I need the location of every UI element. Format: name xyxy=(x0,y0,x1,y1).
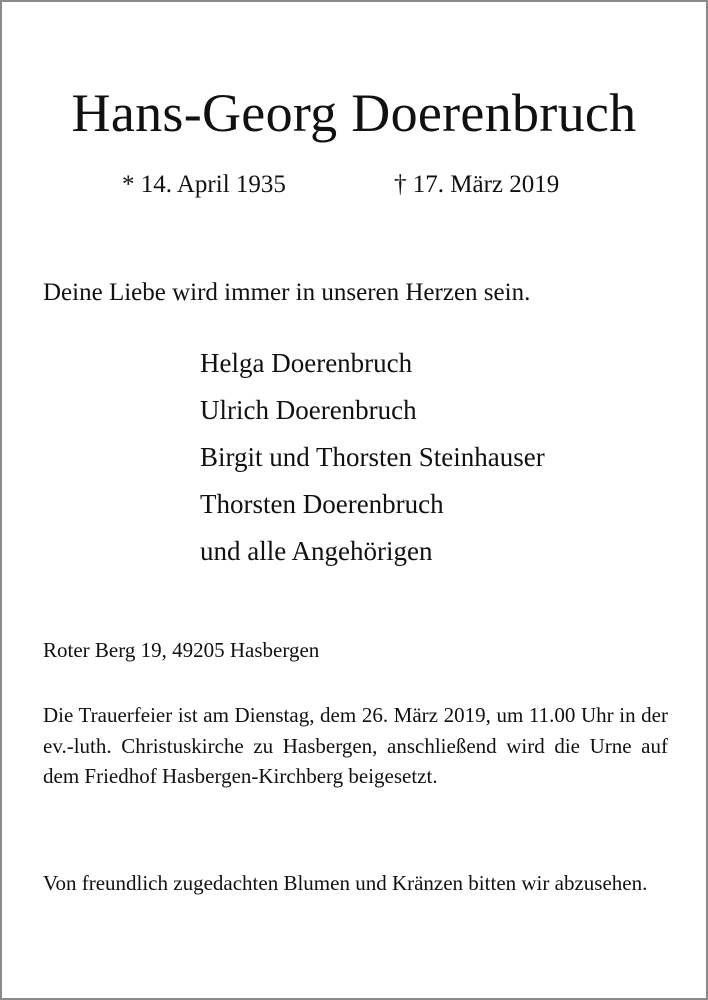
flowers-note: Von freundlich zugedachten Blumen und Kränzen bitten wir abzusehen. xyxy=(43,871,648,895)
mourner-item: und alle Angehörigen xyxy=(200,536,433,566)
mourner-item: Birgit und Thorsten Steinhauser xyxy=(200,442,545,472)
mourner-item: Thorsten Doerenbruch xyxy=(200,489,444,519)
ceremony-details: Die Trauerfeier ist am Dienstag, dem 26. März 2019, um 11.00 Uhr in der ev.-luth. Christuskirche zu Hasbergen, anschließend wird die Urne auf dem Friedhof Hasbergen-Kirchberg beigesetzt. xyxy=(43,703,668,788)
mourners-list xyxy=(200,340,545,575)
memorial-motto: Deine Liebe wird immer in unseren Herzen sein. xyxy=(43,279,531,306)
death-date: † 17. März 2019 xyxy=(394,171,560,198)
family-address: Roter Berg 19, 49205 Hasbergen xyxy=(43,638,320,662)
mourner-item: Ulrich Doerenbruch xyxy=(200,395,417,425)
mourner-item: Helga Doerenbruch xyxy=(200,348,413,378)
deceased-name: Hans-Georg Doerenbruch xyxy=(71,83,637,143)
birth-date: * 14. April 1935 xyxy=(122,171,286,198)
